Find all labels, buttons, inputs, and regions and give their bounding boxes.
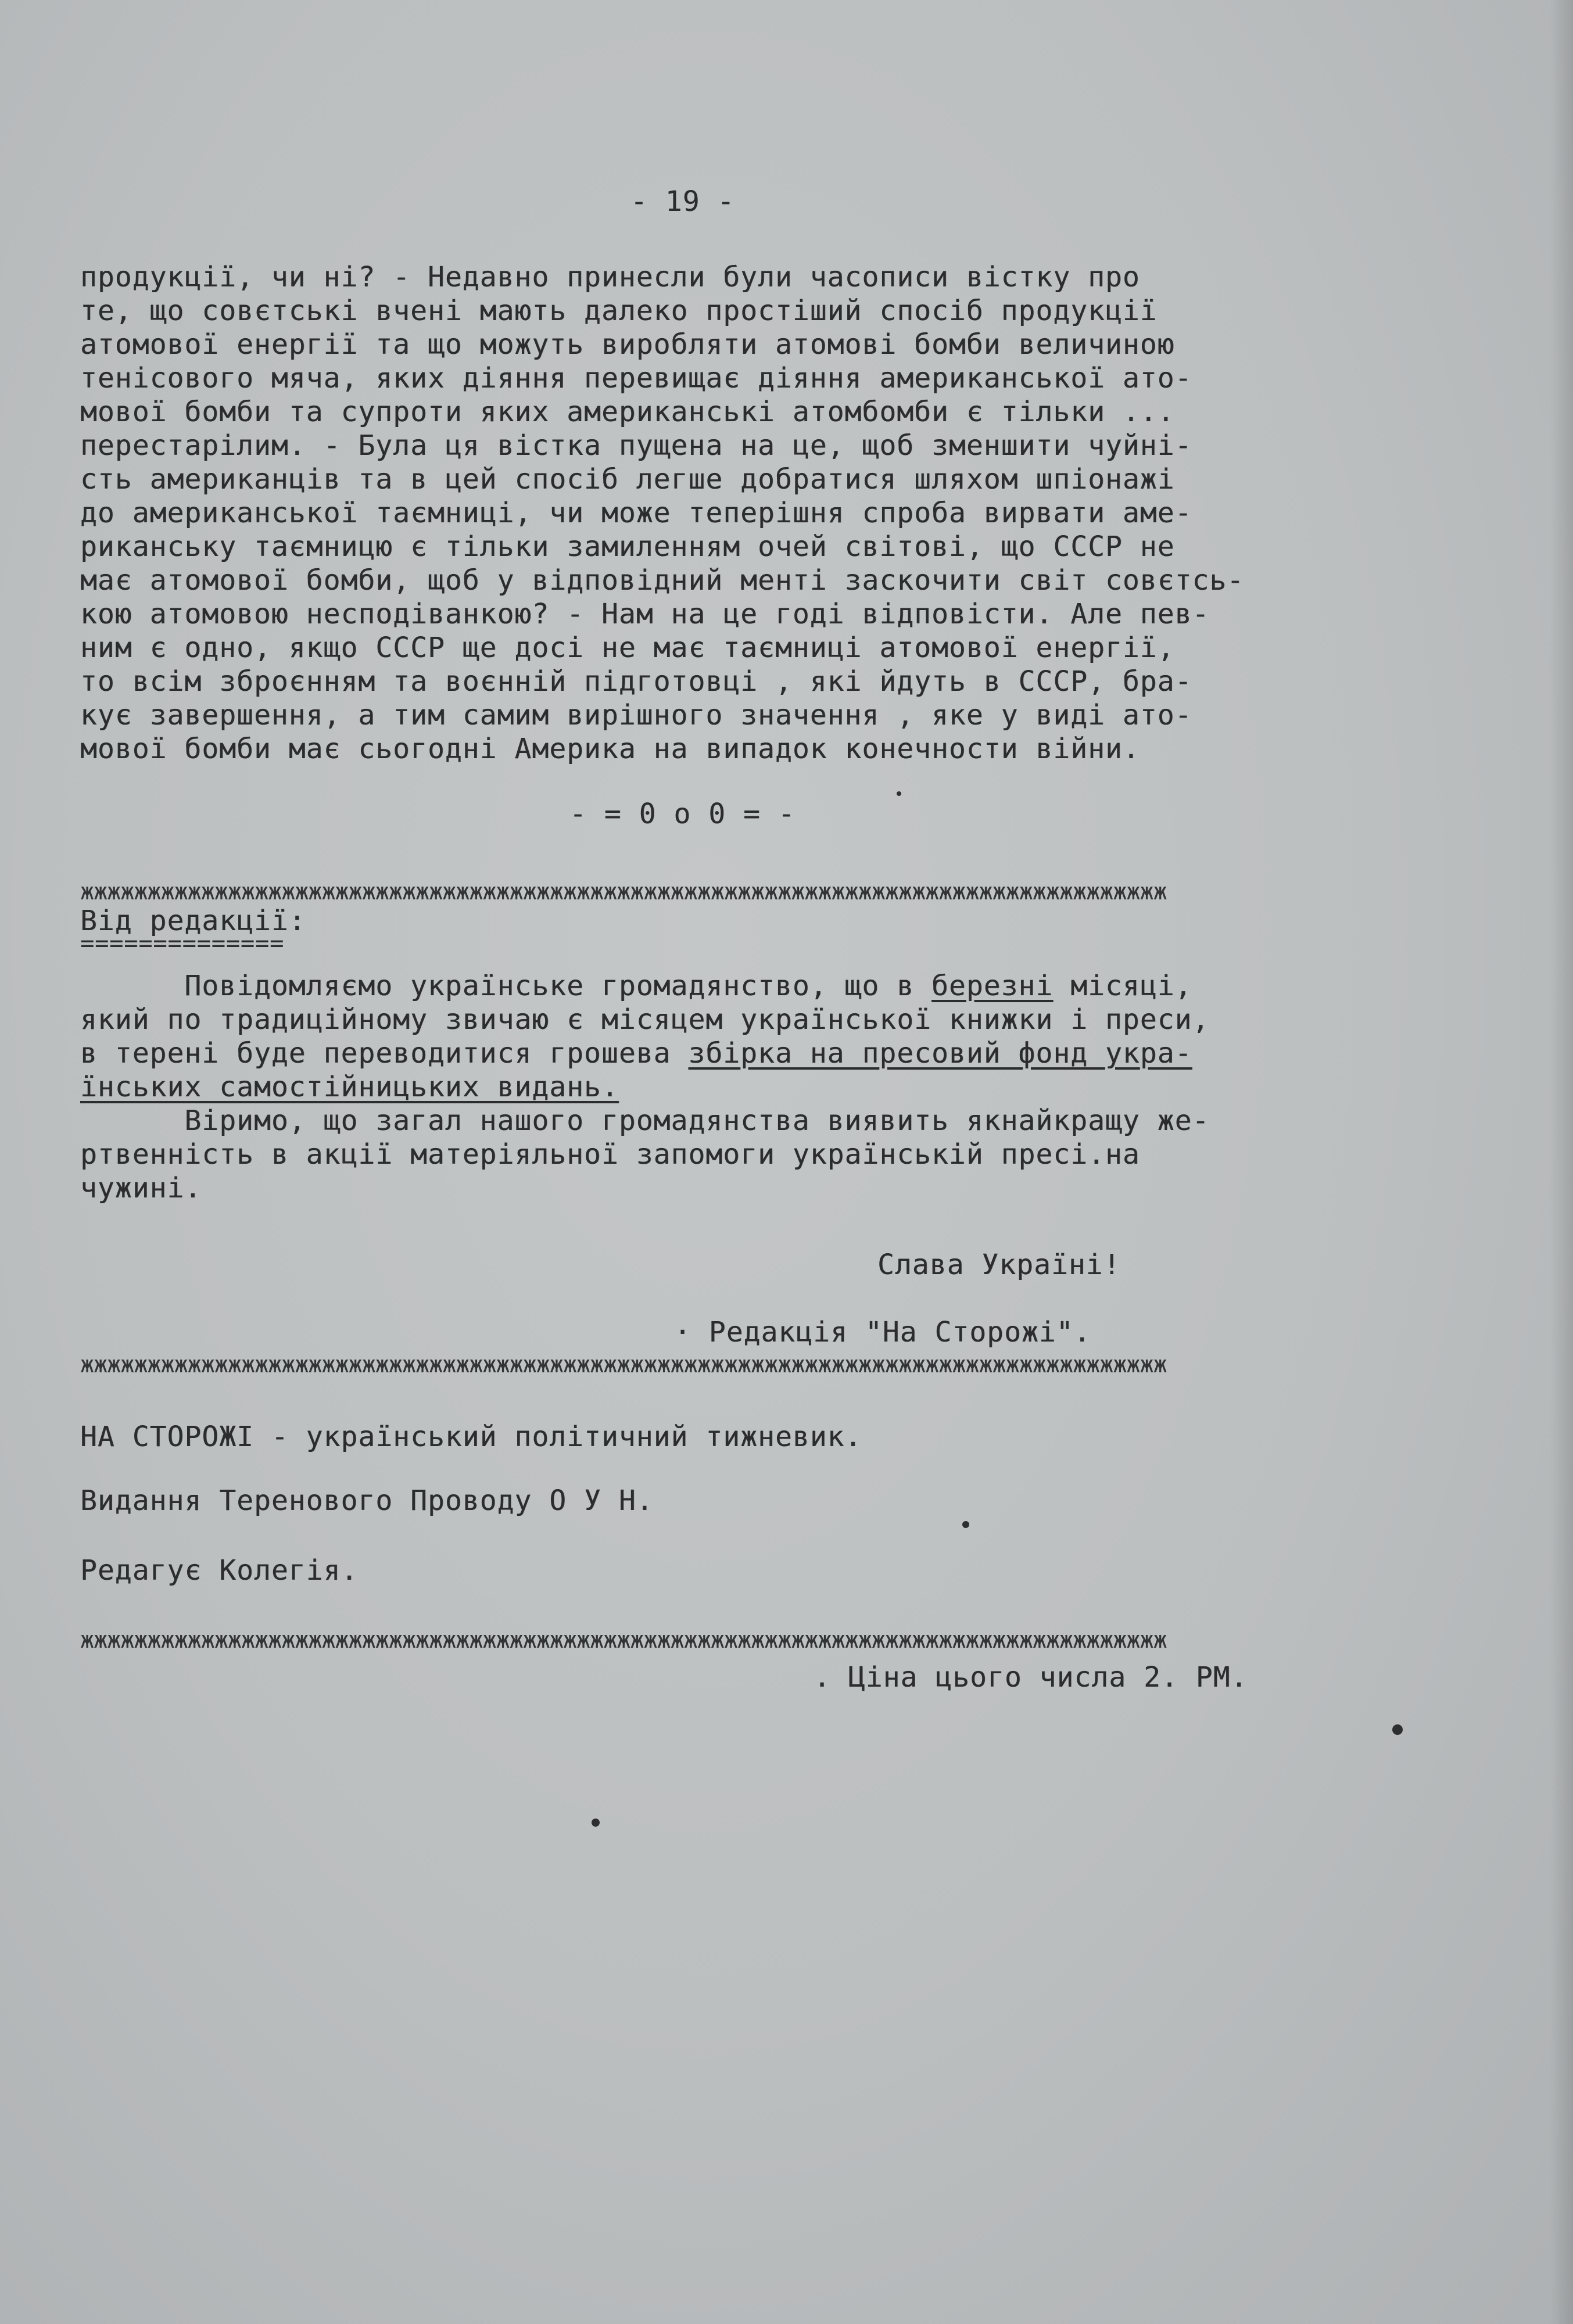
announcement-line (80, 969, 1209, 1003)
ink-speck (897, 791, 901, 796)
underlined-text: збірка на пресовий фонд укра- (688, 1037, 1192, 1070)
ornament-divider-bottom: жжжжжжжжжжжжжжжжжжжжжжжжжжжжжжжжжжжжжжжжжжжжжжжжжжжжжжжжжжжжжжжжжжжжжжжжжжжжжжжжж (80, 1627, 1167, 1654)
article-line: сть американців та в цей спосіб легше добратися шляхом шпіонажі (80, 463, 1175, 496)
article-body (80, 260, 1244, 766)
article-line: те, що совєтські вчені мають далеко простіший спосіб продукції (80, 295, 1158, 327)
article-line: кує завершення, а тим самим вирішного значення , яке у виді ато- (80, 699, 1192, 731)
imprint-editors: Редагує Колегія. (80, 1554, 359, 1587)
article-line: перестарілим. - Була ця вістка пущена на це, щоб зменшити чуйні- (80, 429, 1192, 462)
article-line: продукції, чи ні? - Недавно принесли були часописи вістку про (80, 261, 1140, 293)
appeal-line: ртвенність в акції матеріяльної запомоги українській пресі.на (80, 1138, 1140, 1171)
announcement-text: який по традиційному звичаю є місяцем української книжки і преси, (80, 1003, 1210, 1036)
article-line: тенісового мяча, яких діяння перевищає діяння американської ато- (80, 362, 1192, 394)
article-line: атомової енергії та що можуть виробляти атомові бомби величиною (80, 328, 1175, 361)
imprint-title: НА СТОРОЖІ - український політичний тижневик. (80, 1421, 862, 1453)
announcement-line (80, 1037, 1209, 1070)
ink-speck (1392, 1724, 1403, 1735)
editorial-heading: Від редакції: (80, 905, 306, 937)
announcement-line (80, 1070, 1209, 1104)
article-line: ним є одно, якщо СССР ще досі не має таємниці атомової енергії, (80, 632, 1175, 664)
closing-slogan: Слава Україні! (877, 1249, 1121, 1281)
underlined-text: їнських самостійницьких видань. (80, 1071, 619, 1103)
article-line: має атомової бомби, щоб у відповідний менті заскочити світ совєтсь- (80, 564, 1245, 597)
announcement-line (80, 1003, 1209, 1037)
ink-speck (962, 1521, 969, 1528)
ornament-divider-top: жжжжжжжжжжжжжжжжжжжжжжжжжжжжжжжжжжжжжжжжжжжжжжжжжжжжжжжжжжжжжжжжжжжжжжжжжжжжжжжжж (80, 878, 1167, 905)
editorial-signature: · Редакція "На Сторожі". (674, 1316, 1091, 1349)
article-line: то всім зброєнням та воєнній підготовці , які йдуть в СССР, бра- (80, 665, 1192, 698)
announcement-text: місяці, (1053, 970, 1192, 1002)
appeal-line: Віримо, що загал нашого громадянства виявить якнайкращу же- (80, 1104, 1210, 1137)
editorial-appeal (80, 1104, 1209, 1205)
page-edge-shadow (1550, 0, 1573, 2324)
article-line: до американської таємниці, чи може теперішня спроба вирвати аме- (80, 497, 1192, 529)
ink-speck (592, 1819, 600, 1827)
editorial-heading-rule: ============== (80, 930, 285, 957)
appeal-line: чужині. (80, 1172, 202, 1204)
ornament-divider-middle: жжжжжжжжжжжжжжжжжжжжжжжжжжжжжжжжжжжжжжжжжжжжжжжжжжжжжжжжжжжжжжжжжжжжжжжжжжжжжжжжж (80, 1351, 1167, 1378)
section-separator: - = 0 o 0 = - (569, 798, 796, 830)
issue-price: . Ціна цього числа 2. РМ. (814, 1661, 1248, 1694)
announcement-text: Повідомляємо українське громадянство, що в (80, 970, 932, 1002)
page-number: - 19 - (630, 185, 735, 218)
announcement-text: в терені буде переводитися грошева (80, 1037, 689, 1070)
editorial-announcement (80, 969, 1209, 1104)
article-line: кою атомовою несподіванкою? - Нам на це годі відповісти. Але пев- (80, 598, 1210, 630)
underlined-text: березні (931, 970, 1054, 1002)
article-line: мової бомби та супроти яких американські атомбомби є тільки ... (80, 396, 1175, 428)
article-line: мової бомби має сьогодні Америка на випадок конечности війни. (80, 733, 1140, 765)
article-line: риканську таємницю є тільки замиленням очей світові, що СССР не (80, 530, 1175, 563)
imprint-publisher: Видання Теренового Проводу О У Н. (80, 1484, 654, 1517)
